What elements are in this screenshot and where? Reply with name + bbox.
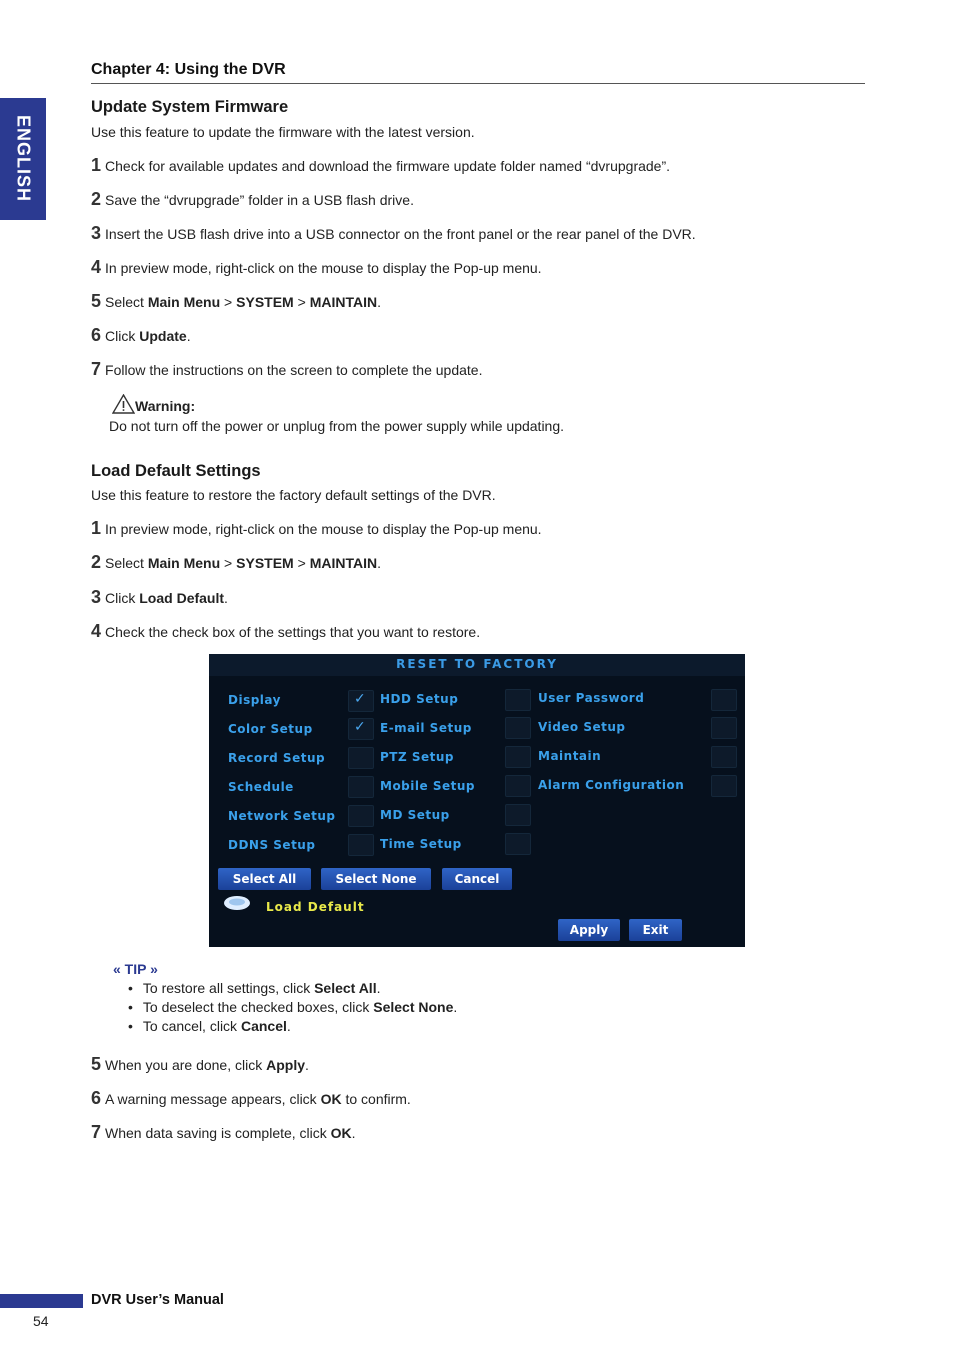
- section-intro-load-default: Use this feature to restore the factory default settings of the DVR.: [91, 487, 496, 503]
- update-step-2: 2 Save the “dvrupgrade” folder in a USB flash drive.: [91, 189, 414, 209]
- load-default-icon: [223, 894, 251, 912]
- dvr-option-ptz-setup[interactable]: PTZ Setup: [380, 750, 455, 764]
- dvr-title: RESET TO FACTORY: [396, 657, 558, 671]
- dvr-option-display[interactable]: Display: [228, 693, 281, 707]
- dvr-apply-button[interactable]: Apply: [558, 919, 620, 941]
- dvr-option-time-setup[interactable]: Time Setup: [380, 837, 462, 851]
- tip-item: • To cancel, click Cancel.: [128, 1018, 457, 1037]
- dvr-checkbox-alarm-configuration[interactable]: [711, 775, 737, 797]
- tip-item: • To deselect the checked boxes, click Select None.: [128, 999, 457, 1018]
- warning-icon: [112, 394, 135, 414]
- dvr-option-record-setup[interactable]: Record Setup: [228, 751, 326, 765]
- dvr-select-all-button[interactable]: Select All: [218, 868, 311, 890]
- warning-heading: Warning:: [112, 394, 195, 414]
- dvr-checkbox-user-password[interactable]: [711, 689, 737, 711]
- dvr-checkbox-hdd-setup[interactable]: [505, 689, 531, 711]
- tip-heading: « TIP »: [113, 961, 158, 977]
- section-title-update: Update System Firmware: [91, 98, 289, 116]
- dvr-option-md-setup[interactable]: MD Setup: [380, 808, 450, 822]
- update-step-7: 7 Follow the instructions on the screen to complete the update.: [91, 359, 483, 379]
- check-icon: ✓: [354, 719, 366, 735]
- update-step-1: 1 Check for available updates and download the firmware update folder named “dvrupgrade”.: [91, 155, 671, 175]
- dvr-select-none-button[interactable]: Select None: [321, 868, 431, 890]
- dvr-checkbox-network-setup[interactable]: [348, 805, 374, 827]
- footer-manual-title: DVR User’s Manual: [91, 1292, 224, 1308]
- warning-text: Do not turn off the power or unplug from the power supply while updating.: [109, 418, 565, 434]
- dvr-checkbox-display[interactable]: [348, 690, 374, 712]
- update-step-6: 6 Click Update.: [91, 325, 191, 345]
- dvr-checkbox-mobile-setup[interactable]: [505, 775, 531, 797]
- dvr-checkbox-schedule[interactable]: [348, 776, 374, 798]
- check-icon: ✓: [354, 691, 366, 707]
- load-step-1: 1 In preview mode, right-click on the mouse to display the Pop-up menu.: [91, 518, 542, 538]
- dvr-option-maintain[interactable]: Maintain: [538, 749, 602, 763]
- load-step-7: 7 When data saving is complete, click OK.: [91, 1122, 356, 1142]
- dvr-option-color-setup[interactable]: Color Setup: [228, 722, 313, 736]
- language-tab: ENGLISH: [0, 98, 46, 220]
- dvr-option-hdd-setup[interactable]: HDD Setup: [380, 692, 459, 706]
- dvr-option-email-setup[interactable]: E-mail Setup: [380, 721, 472, 735]
- dvr-option-video-setup[interactable]: Video Setup: [538, 720, 626, 734]
- load-step-6: 6 A warning message appears, click OK to confirm.: [91, 1088, 411, 1108]
- section-title-load-default: Load Default Settings: [91, 462, 261, 480]
- dvr-checkbox-time-setup[interactable]: [505, 833, 531, 855]
- dvr-option-mobile-setup[interactable]: Mobile Setup: [380, 779, 475, 793]
- load-step-4: 4 Check the check box of the settings that you want to restore.: [91, 621, 481, 641]
- tip-item: • To restore all settings, click Select All.: [128, 980, 457, 999]
- tip-list: [128, 980, 457, 1037]
- dvr-option-network-setup[interactable]: Network Setup: [228, 809, 336, 823]
- dvr-option-schedule[interactable]: Schedule: [228, 780, 294, 794]
- dvr-reset-screen: [209, 654, 745, 947]
- page-number: 54: [33, 1313, 49, 1329]
- footer-bar: [0, 1294, 83, 1308]
- dvr-option-alarm-configuration[interactable]: Alarm Configuration: [538, 778, 685, 792]
- load-default-label[interactable]: Load Default: [266, 900, 365, 914]
- chapter-heading: Chapter 4: Using the DVR: [91, 61, 286, 78]
- dvr-option-ddns-setup[interactable]: DDNS Setup: [228, 838, 316, 852]
- chapter-rule: [91, 83, 865, 84]
- dvr-checkbox-ptz-setup[interactable]: [505, 746, 531, 768]
- dvr-checkbox-color-setup[interactable]: [348, 718, 374, 740]
- dvr-checkbox-md-setup[interactable]: [505, 804, 531, 826]
- dvr-checkbox-record-setup[interactable]: [348, 747, 374, 769]
- update-step-4: 4 In preview mode, right-click on the mouse to display the Pop-up menu.: [91, 257, 542, 277]
- dvr-cancel-button[interactable]: Cancel: [442, 868, 512, 890]
- load-step-5: 5 When you are done, click Apply.: [91, 1054, 309, 1074]
- dvr-checkbox-maintain[interactable]: [711, 746, 737, 768]
- update-step-3: 3 Insert the USB flash drive into a USB connector on the front panel or the rear panel of the DVR.: [91, 223, 696, 243]
- dvr-checkbox-ddns-setup[interactable]: [348, 834, 374, 856]
- load-step-3: 3 Click Load Default.: [91, 587, 228, 607]
- dvr-exit-button[interactable]: Exit: [629, 919, 682, 941]
- dvr-checkbox-video-setup[interactable]: [711, 717, 737, 739]
- update-step-5: 5 Select Main Menu > SYSTEM > MAINTAIN.: [91, 291, 381, 311]
- dvr-checkbox-email-setup[interactable]: [505, 717, 531, 739]
- dvr-option-user-password[interactable]: User Password: [538, 691, 645, 705]
- section-intro-update: Use this feature to update the firmware with the latest version.: [91, 124, 475, 140]
- load-step-2: 2 Select Main Menu > SYSTEM > MAINTAIN.: [91, 552, 381, 572]
